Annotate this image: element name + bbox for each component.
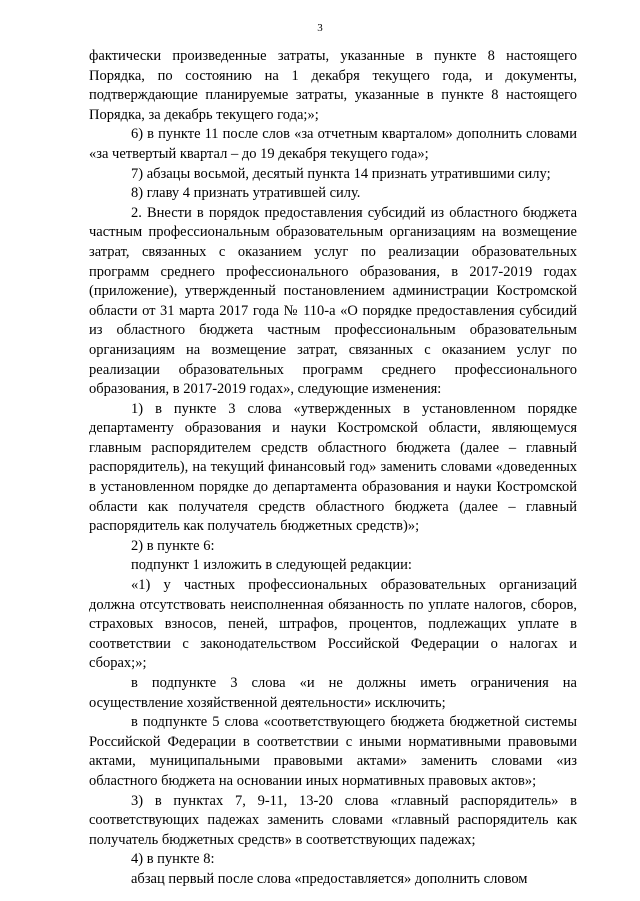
paragraph: 1) в пункте 3 слова «утвержденных в установленном порядке департаменту образования и науки Костромской области, являющемуся главным распорядителем средств областного бюджета (далее – главный распорядитель), на текущий финансовый год» заменить словами «доведенных в установленном порядке до департамента образования и науки Костромской области как получателя средств областного бюджета (далее – главный распорядитель как получатель бюджетных средств)»;: [89, 400, 577, 535]
paragraph: в подпункте 3 слова «и не должны иметь ограничения на осуществление хозяйственной деятельности» исключить;: [89, 675, 577, 711]
paragraph: 2. Внести в порядок предоставления субсидий из областного бюджета частным профессиональным образовательным организациям на возмещение затрат, связанных с оказанием услуг по реализации образовательных программ среднего профессионального образования, в 2017-2019 годах (приложение), утвержденный постановлением администрации Костромской области от 31 марта 2017 года № 110-а «О порядке предоставления субсидий из областного бюджета частным профессиональным образовательным организациям на возмещение затрат, связанных с оказанием услуг по реализации образовательных программ среднего профессионального образования, в 2017-2019 годах», следующие изменения:: [89, 204, 577, 398]
paragraph: фактически произведенные затраты, указанные в пункте 8 настоящего Порядка, по состоянию на 1 декабря текущего года, и документы, подтверждающие планируемые затраты, указанные в пункте 8 настоящего Порядка, за декабрь текущего года;»;: [89, 48, 577, 123]
paragraph: в подпункте 5 слова «соответствующего бюджета бюджетной системы Российской Федерации в соответствии с иными нормативными правовыми актами, муниципальными правовыми актами» заменить словами «из областного бюджета на основании иных нормативных правовых актов»;: [89, 714, 577, 789]
paragraph: 2) в пункте 6:: [131, 537, 215, 554]
paragraph: «1) у частных профессиональных образовательных организаций должна отсутствовать неисполненная обязанность по уплате налогов, сборов, страховых взносов, пеней, штрафов, процентов, подлежащих уплате в соответствии с законодательством Российской Федерации о налогах и сборах;»;: [89, 577, 577, 672]
paragraph: 8) главу 4 признать утратившей силу.: [131, 185, 361, 202]
page-number: 3: [317, 22, 323, 34]
paragraph: абзац первый после слова «предоставляется» дополнить словом: [131, 870, 528, 887]
paragraph: 7) абзацы восьмой, десятый пункта 14 признать утратившими силу;: [131, 165, 551, 182]
document-body: [89, 47, 577, 890]
paragraph: 4) в пункте 8:: [131, 851, 215, 868]
paragraph: 6) в пункте 11 после слов «за отчетным кварталом» дополнить словами «за четвертый квартал – до 19 декабря текущего года»;: [89, 126, 577, 162]
paragraph: подпункт 1 изложить в следующей редакции:: [131, 557, 412, 574]
paragraph: 3) в пунктах 7, 9-11, 13-20 слова «главный распорядитель» в соответствующих падежах заменить словами «главный распорядитель как получатель бюджетных средств» в соответствующих падежах;: [89, 792, 577, 848]
